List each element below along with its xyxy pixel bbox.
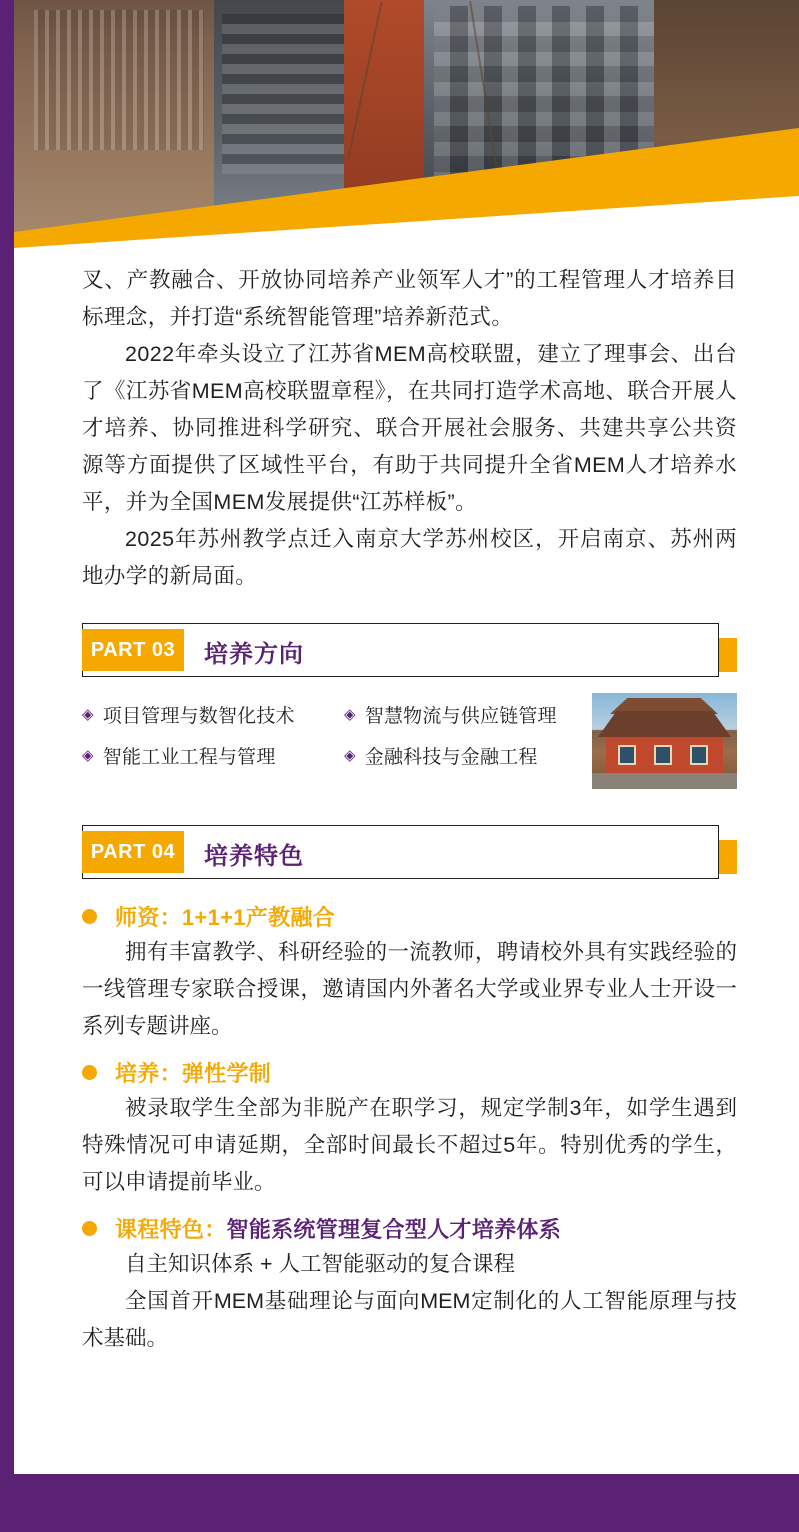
directions-row: [82, 701, 582, 728]
direction-label: 项目管理与数智化技术: [102, 706, 295, 727]
feature-heading-accent: 智能系统管理复合型人才培养体系: [226, 1217, 562, 1242]
feature-heading-text: [115, 901, 335, 932]
photo-main-roof: [598, 711, 731, 737]
photo-window: [690, 745, 708, 765]
intro-paragraph-3: 2025年苏州教学点迁入南京大学苏州校区，开启南京、苏州两地办学的新局面。: [82, 527, 737, 588]
direction-item: [344, 742, 582, 769]
part-04-cap: [719, 840, 737, 874]
left-purple-rail: [0, 0, 14, 1532]
part-03-title: 培养方向: [204, 641, 304, 668]
bullet-dot-icon: [82, 909, 97, 924]
feature-heading-main: 师资：1+1+1产教融合: [115, 905, 336, 930]
diamond-icon: ◈: [344, 747, 356, 764]
feature-item-curriculum: [82, 1213, 737, 1357]
intro-paragraph-1: 叉、产教融合、开放协同培养产业领军人才”的工程管理人才培养目标理念，并打造“系统智能管理”培养新范式。: [82, 268, 737, 329]
photo-window: [618, 745, 636, 765]
direction-label: 智能工业工程与管理: [102, 747, 276, 768]
feature-body: 拥有丰富教学、科研经验的一流教师，聘请校外具有实践经验的一线管理专家联合授课，邀请国内外著名大学或业界专业人士开设一系列专题讲座。: [82, 940, 737, 1038]
diamond-icon: ◈: [344, 706, 356, 723]
feature-body-line-1: 自主知识体系 + 人工智能驱动的复合课程: [125, 1252, 516, 1276]
hero-facade-slats: [34, 10, 204, 150]
feature-item-faculty: [82, 901, 737, 1045]
diamond-icon: ◈: [82, 747, 94, 764]
feature-body-line-2: 全国首开MEM基础理论与面向MEM定制化的人工智能原理与技术基础。: [82, 1289, 737, 1350]
direction-item: [344, 701, 582, 728]
directions-row: [82, 742, 582, 769]
feature-heading-main: 培养：弹性学制: [115, 1061, 272, 1086]
diamond-icon: ◈: [82, 706, 94, 723]
part-03-banner: [82, 623, 737, 679]
footer-bar: [0, 1474, 799, 1532]
feature-heading: [82, 901, 737, 932]
bullet-dot-icon: [82, 1065, 97, 1080]
feature-heading-text: [115, 1057, 271, 1088]
bullet-dot-icon: [82, 1221, 97, 1236]
feature-list: [82, 901, 737, 1357]
direction-label: 智慧物流与供应链管理: [364, 706, 557, 727]
feature-heading: [82, 1213, 737, 1244]
part-04-tag-label: PART 04: [90, 840, 176, 863]
feature-heading: [82, 1057, 737, 1088]
document-body: [82, 262, 737, 1357]
direction-label: 金融科技与金融工程: [364, 747, 538, 768]
intro-paragraph-2: 2022年牵头设立了江苏省MEM高校联盟，建立了理事会、出台了《江苏省MEM高校联盟章程》，在共同打造学术高地、联合开展人才培养、协同推进科学研究、联合开展社会服务、共建共享公共资源等方面提供了区域性平台，有助于共同提升全省MEM人才培养水平，并为全国MEM发展提供“江苏样板”。: [82, 342, 737, 514]
part-04-banner: [82, 825, 737, 881]
part-03-tag-label: PART 03: [90, 638, 176, 661]
directions-grid: [82, 701, 582, 783]
training-directions: [82, 701, 737, 797]
feature-body: 被录取学生全部为非脱产在职学习，规定学制3年，如学生遇到特殊情况可申请延期，全部时间最长不超过5年。特别优秀的学生，可以申请提前毕业。: [82, 1096, 737, 1194]
hero-photo: [14, 0, 799, 232]
direction-item: [82, 701, 320, 728]
hero-banner: [14, 0, 799, 250]
part-04-tag: [82, 831, 184, 873]
direction-item: [82, 742, 320, 769]
feature-heading-main: 课程特色：: [115, 1217, 227, 1242]
part-03-cap: [719, 638, 737, 672]
directions-photo: [592, 693, 737, 789]
photo-window: [654, 745, 672, 765]
hero-tree-branches: [184, 0, 744, 200]
photo-ground: [592, 773, 737, 789]
part-04-title: 培养特色: [204, 843, 304, 870]
part-03-tag: [82, 629, 184, 671]
feature-item-flexible-system: [82, 1057, 737, 1201]
feature-heading-text: [115, 1213, 561, 1244]
